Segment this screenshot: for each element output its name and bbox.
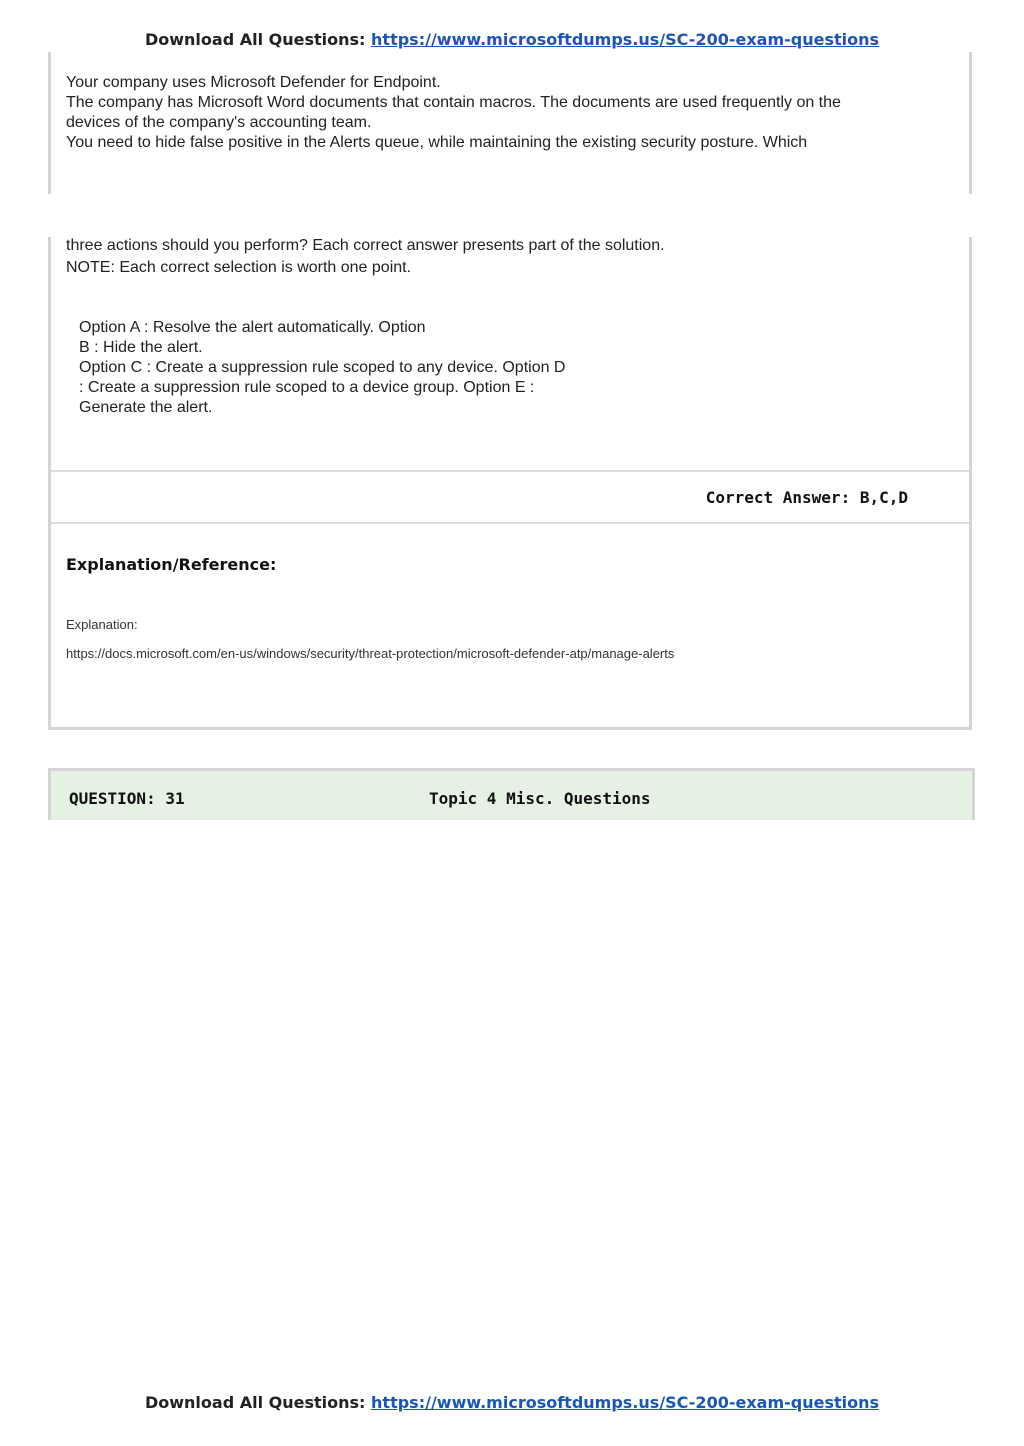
question-text-line-1: Your company uses Microsoft Defender for Endpoint.	[66, 74, 441, 91]
question-text-line-4: You need to hide false positive in the Alerts queue, while maintaining the existing security posture. Which	[66, 134, 808, 151]
question-topic: Topic 4 Misc. Questions	[429, 789, 651, 808]
header-download-link[interactable]: https://www.microsoftdumps.us/SC-200-exam-questions	[371, 30, 880, 49]
divider	[51, 522, 969, 524]
divider	[51, 470, 969, 472]
explanation-heading: Explanation/Reference:	[66, 555, 277, 574]
question-number: QUESTION: 31	[69, 789, 185, 808]
question-text-line-2: The company has Microsoft Word documents that contain macros. The documents are used frequently on the	[66, 94, 841, 111]
option-line: : Create a suppression rule scoped to a device group. Option E :	[79, 379, 535, 396]
next-question-header	[48, 768, 975, 820]
answer-options	[79, 318, 639, 418]
explanation-reference-link: https://docs.microsoft.com/en-us/windows/security/threat-protection/microsoft-defender-atp/manage-alerts	[66, 646, 675, 661]
correct-answer: Correct Answer: B,C,D	[705, 488, 908, 507]
question-note: NOTE: Each correct selection is worth one point.	[66, 259, 412, 276]
footer-download-link[interactable]: https://www.microsoftdumps.us/SC-200-exam-questions	[371, 1393, 880, 1412]
option-line: B : Hide the alert.	[79, 339, 203, 356]
option-line: Option C : Create a suppression rule scoped to any device. Option D	[79, 359, 566, 376]
page-header	[0, 30, 1024, 49]
question-text-line-3: devices of the company's accounting team.	[66, 114, 372, 131]
question-text-line-5: three actions should you perform? Each correct answer presents part of the solution.	[66, 237, 665, 254]
option-line: Option A : Resolve the alert automatically. Option	[79, 319, 426, 336]
header-label: Download All Questions:	[144, 30, 366, 49]
page-footer	[0, 1393, 1024, 1412]
option-line: Generate the alert.	[79, 399, 213, 416]
explanation-label: Explanation:	[66, 617, 138, 632]
footer-label: Download All Questions:	[144, 1393, 366, 1412]
